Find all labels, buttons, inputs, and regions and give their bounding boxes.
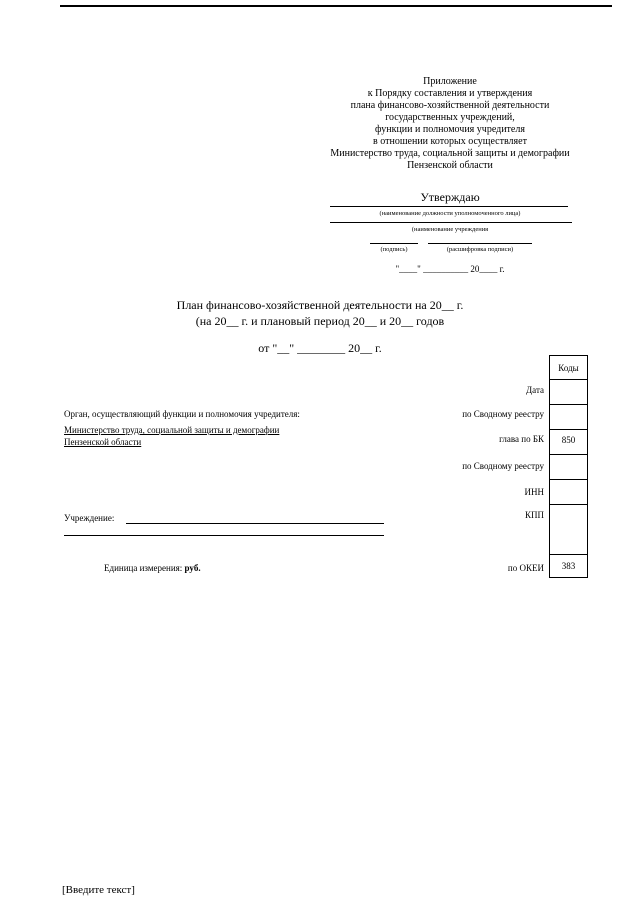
inn-label: ИНН bbox=[524, 487, 544, 497]
institution-caption: (наименование учреждения bbox=[411, 226, 489, 233]
bk-label: глава по БК bbox=[499, 434, 544, 444]
position-line bbox=[330, 206, 568, 207]
top-border-line bbox=[60, 5, 612, 7]
founder-label: Орган, осуществляющий функции и полномочия учредителя: bbox=[64, 409, 300, 419]
appendix-line: государственных учреждений, bbox=[385, 112, 515, 123]
bk-code-value: 850 bbox=[561, 435, 576, 445]
signature-line bbox=[370, 243, 418, 244]
unit-value: руб. bbox=[184, 563, 201, 573]
codes-table bbox=[549, 355, 588, 578]
signature-decoding-caption: (расшифровка подписи) bbox=[446, 246, 514, 253]
approve-title: Утверждаю bbox=[420, 190, 480, 204]
unit-label: Единица измерения: bbox=[104, 563, 183, 573]
appendix-line: плана финансово-хозяйственной деятельности bbox=[350, 100, 550, 111]
footer-placeholder[interactable]: [Введите текст] bbox=[62, 884, 135, 896]
appendix-line: функции и полномочия учредителя bbox=[375, 124, 525, 135]
appendix-line: к Порядку составления и утверждения bbox=[367, 88, 533, 99]
okei-label: по ОКЕИ bbox=[507, 563, 544, 573]
codes-header: Коды bbox=[558, 363, 579, 373]
signature-caption: (подпись) bbox=[380, 246, 408, 253]
founder-name: Пензенской области bbox=[64, 437, 142, 447]
plan-title-line: План финансово-хозяйственной деятельности на 20__ г. bbox=[176, 298, 464, 312]
registry-label: по Сводному реестру bbox=[462, 409, 544, 419]
founder-name: Министерство труда, социальной защиты и демографии bbox=[64, 425, 280, 435]
institution-fill-line bbox=[64, 535, 384, 536]
institution-label: Учреждение: bbox=[64, 513, 115, 523]
appendix-line: Пензенской области bbox=[407, 160, 493, 171]
appendix-line: Приложение bbox=[423, 76, 477, 87]
appendix-line: в отношении которых осуществляет bbox=[373, 136, 527, 147]
plan-title bbox=[80, 297, 560, 329]
appendix-line: Министерство труда, социальной защиты и демографии bbox=[330, 148, 570, 159]
appendix-block bbox=[310, 76, 590, 172]
approval-date-line: "____" __________ 20____ г. bbox=[395, 264, 505, 274]
date-label: Дата bbox=[526, 385, 544, 395]
unit-row bbox=[104, 563, 201, 573]
institution-line bbox=[330, 222, 572, 223]
okei-code-value: 383 bbox=[561, 561, 576, 571]
signature-decoding-line bbox=[428, 243, 532, 244]
registry-label: по Сводному реестру bbox=[462, 461, 544, 471]
kpp-label: КПП bbox=[524, 510, 544, 520]
plan-date-line: от "__" ________ 20__ г. bbox=[258, 341, 382, 355]
position-caption: (наименование должности уполномоченного лица) bbox=[379, 210, 521, 217]
plan-title-line: (на 20__ г. и плановый период 20__ и 20__ годов bbox=[195, 314, 445, 328]
institution-fill-line bbox=[126, 523, 384, 524]
